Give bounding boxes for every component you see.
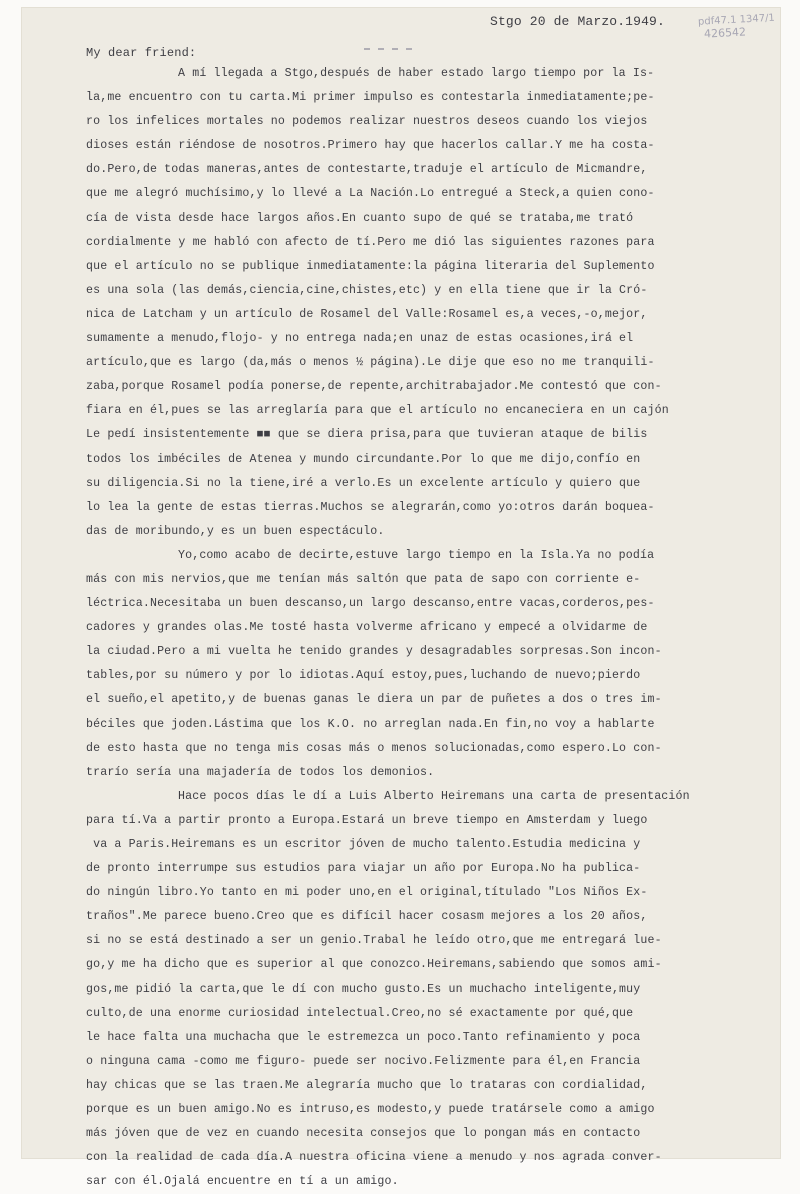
letter-line: zaba,porque Rosamel podía ponerse,de repente,architrabajador.Me contestó que con- <box>86 380 662 394</box>
letter-line: Le pedí insistentemente ■■ que se diera prisa,para que tuvieran ataque de bilis <box>86 428 648 442</box>
letter-line: la,me encuentro con tu carta.Mi primer impulso es contestarla inmediatamente;pe- <box>86 91 655 105</box>
letter-line: cía de vista desde hace largos años.En cuanto supo de qué se trataba,me trató <box>86 211 634 225</box>
letter-line: para tí.Va a partir pronto a Europa.Estará un breve tiempo en Amsterdam y luego <box>86 813 648 827</box>
letter-line: cadores y grandes olas.Me tosté hasta volverme africano y empecé a olvidarme de <box>86 621 648 635</box>
letter-line: fiara en él,pues se las arreglaría para que el artículo no encaneciera en un cajón <box>86 404 669 418</box>
letter-line: A mí llegada a Stgo,después de haber estado largo tiempo por la Is- <box>178 67 655 80</box>
letter-line: das de moribundo,y es un buen espectáculo. <box>86 524 385 538</box>
letter-salutation: My dear friend: <box>86 46 197 60</box>
letter-line: su diligencia.Si no la tiene,iré a verlo.Es un excelente artículo y quiero que <box>86 476 641 490</box>
archive-mark-2: 426542 <box>703 25 747 41</box>
letter-line: va a Paris.Heiremans es un escritor jóven de mucho talento.Estudia medicina y <box>86 838 641 851</box>
letter-line: tables,por su número y por lo idiotas.Aquí estoy,pues,luchando de nuevo;pierdo <box>86 669 641 683</box>
letter-line: lo lea la gente de estas tierras.Muchos se alegrarán,como yo:otros darán boquea- <box>86 500 655 514</box>
archive-mark-1: pdf47.1 1347/1 <box>697 12 776 28</box>
letter-line: do.Pero,de todas maneras,antes de contestarte,traduje el artículo de Micmandre, <box>86 163 648 177</box>
letter-line: dioses están riéndose de nosotros.Primero hay que hacerlos callar.Y me ha costa- <box>86 139 655 153</box>
letter-line: trarío sería una majadería de todos los demonios. <box>86 765 435 779</box>
letter-line: nica de Latcham y un artículo de Rosamel del Valle:Rosamel es,a veces,-o,mejor, <box>86 307 648 321</box>
letter-line: o ninguna cama -como me figuro- puede ser nocivo.Felizmente para él,en Francia <box>86 1054 641 1068</box>
letter-line: hay chicas que se las traen.Me alegraría mucho que lo trataras con cordialidad, <box>86 1078 648 1092</box>
letter-line: más con mis nervios,que me tenían más saltón que pata de sapo con corriente e- <box>86 572 641 586</box>
letter-line: todos los imbéciles de Atenea y mundo circundante.Por lo que me dijo,confío en <box>86 452 641 466</box>
letter-line: Hace pocos días le dí a Luis Alberto Heiremans una carta de presentación <box>178 789 690 803</box>
letter-line: de pronto interrumpe sus estudios para viajar un año por Europa.No ha publica- <box>86 862 641 876</box>
letter-line: ro los infelices mortales no podemos realizar nuestros deseos cuando los viejos <box>86 115 648 129</box>
letter-line: béciles que joden.Lástima que los K.O. no arreglan nada.En fin,no voy a hablarte <box>86 717 655 731</box>
letter-line: la ciudad.Pero a mi vuelta he tenido grandes y desagradables sorpresas.Son incon- <box>86 645 662 659</box>
letter-line: porque es un buen amigo.No es intruso,es modesto,y puede tratársele como a amigo <box>86 1103 655 1117</box>
letter-line: el sueño,el apetito,y de buenas ganas le diera un par de puñetes a dos o tres im- <box>86 693 662 707</box>
letter-line: traños".Me parece bueno.Creo que es difícil hacer cosasm mejores a los 20 años, <box>86 910 648 924</box>
letter-line: do ningún libro.Yo tanto en mi poder uno,en el original,títulado "Los Niños Ex- <box>86 886 648 900</box>
letter-line: de esto hasta que no tenga mis cosas más o menos solucionadas,como espero.Lo con- <box>86 741 662 755</box>
letter-line: culto,de una enorme curiosidad intelectual.Creo,no sé exactamente por qué,que <box>86 1006 634 1020</box>
letter-date: Stgo 20 de Marzo.1949. <box>490 14 665 29</box>
letter-line: sumamente a menudo,flojo- y no entrega nada;en unaz de estas ocasiones,irá el <box>86 332 634 346</box>
letter-body <box>86 62 746 1194</box>
letter-line: gos,me pidió la carta,que le dí con mucho gusto.Es un muchacho inteligente,muy <box>86 982 641 996</box>
letter-line: que el artículo no se publique inmediatamente:la página literaria del Suplemento <box>86 259 655 273</box>
letter-line: con la realidad de cada día.A nuestra oficina viene a menudo y nos agrada conver- <box>86 1151 662 1165</box>
letter-line: es una sola (las demás,ciencia,cine,chistes,etc) y en ella tiene que ir la Cró- <box>86 283 648 297</box>
letter-line: sar con él.Ojalá encuentre en tí a un amigo. <box>86 1175 399 1189</box>
letter-line: que me alegró muchísimo,y lo llevé a La Nación.Lo entregué a Steck,a quien cono- <box>86 187 655 201</box>
letter-line: Yo,como acabo de decirte,estuve largo tiempo en la Isla.Ya no podía <box>178 548 655 562</box>
letter-line: le hace falta una muchacha que le estremezca un poco.Tanto refinamiento y poca <box>86 1030 641 1044</box>
archive-stamp <box>698 14 800 50</box>
letter-line: si no se está destinado a ser un genio.Trabal he leído otro,que me entregará lue- <box>86 934 662 948</box>
letter-line: más jóven que de vez en cuando necesita consejos que lo pongan más en contacto <box>86 1127 641 1141</box>
letter-line: léctrica.Necesitaba un buen descanso,un largo descanso,entre vacas,corderos,pes- <box>86 597 655 611</box>
letter-line: go,y me ha dicho que es superior al que conozco.Heiremans,sabiendo que somos ami- <box>86 958 662 972</box>
decorative-dash <box>364 48 412 50</box>
letter-line: cordialmente y me habló con afecto de tí.Pero me dió las siguientes razones para <box>86 235 655 249</box>
letter-line: artículo,que es largo (da,más o menos ½ página).Le dije que eso no me tranquili- <box>86 356 655 370</box>
